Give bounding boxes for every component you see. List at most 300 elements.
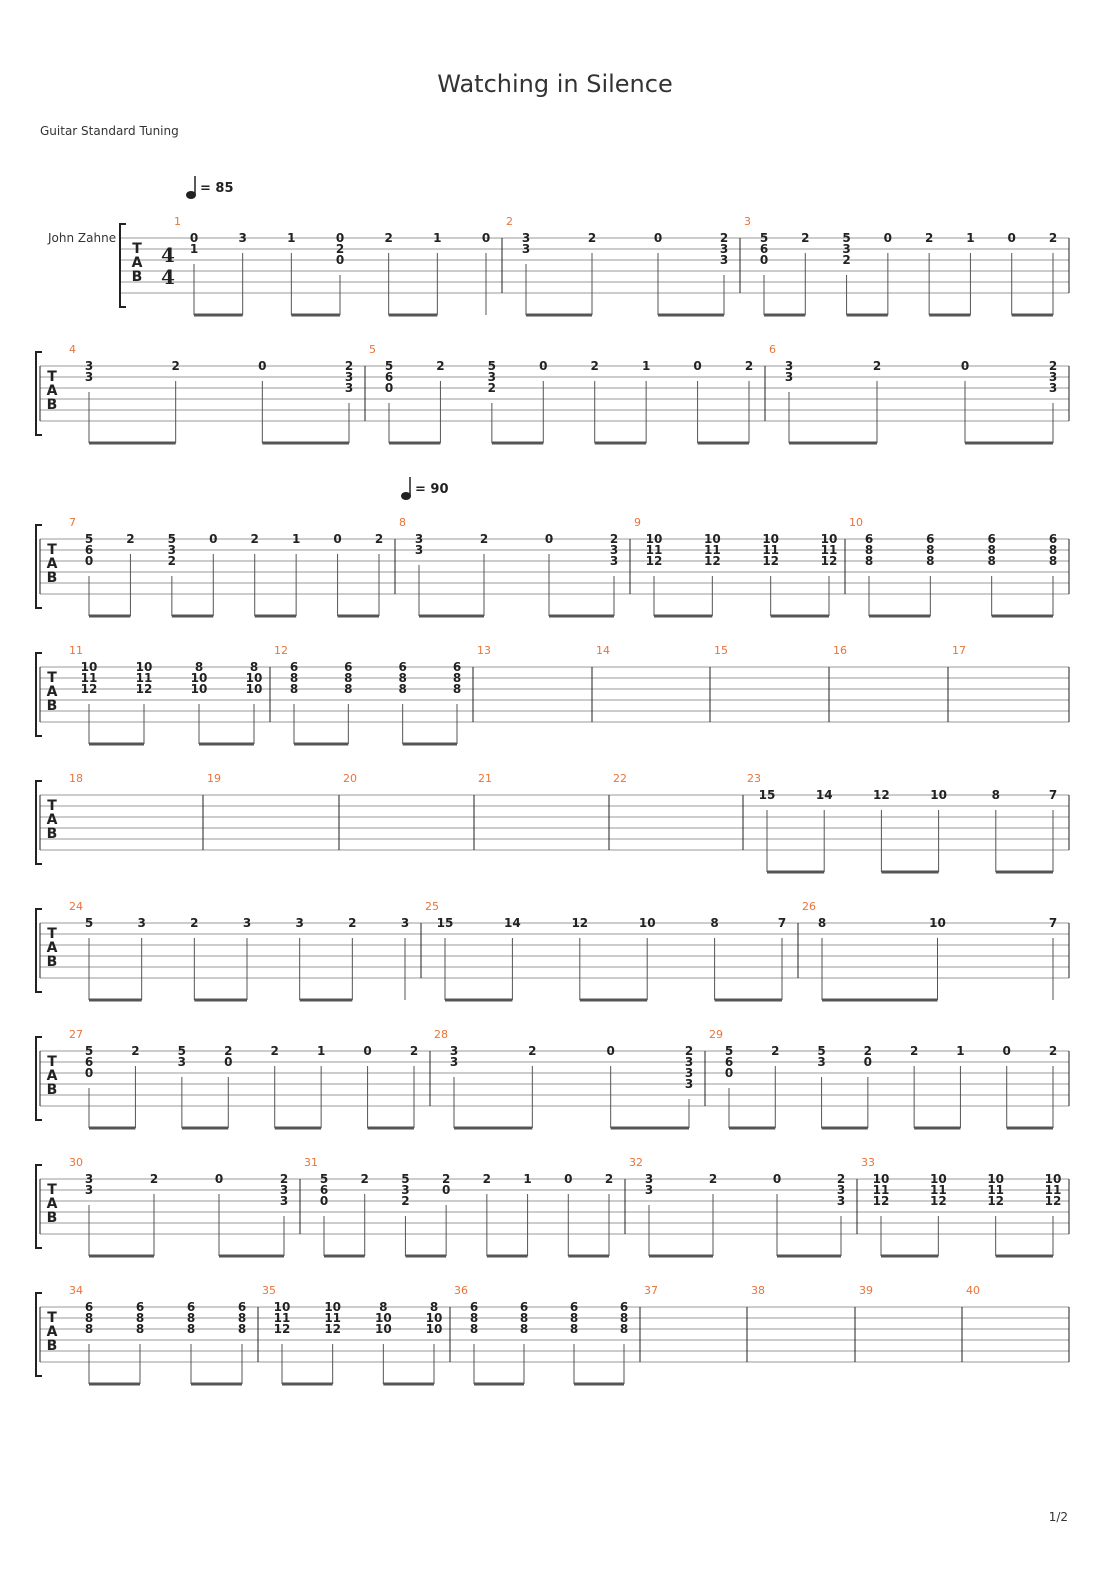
- fret-number: 3: [238, 231, 247, 245]
- measure-number: 21: [478, 772, 492, 785]
- fret-number: 5: [167, 532, 177, 546]
- fret-number: 2: [409, 1044, 419, 1058]
- fret-number: 0: [84, 554, 94, 568]
- system-bracket: [36, 909, 42, 992]
- fret-number: 10: [245, 682, 263, 696]
- fret-number: 2: [609, 532, 619, 546]
- fret-number: 10: [190, 671, 208, 685]
- instrument-name: John Zahne: [48, 231, 117, 245]
- tab-clef-letter: A: [46, 940, 58, 956]
- fret-number: 6: [619, 1300, 629, 1314]
- fret-number: 6: [569, 1300, 579, 1314]
- fret-number: 3: [242, 916, 252, 930]
- fret-number: 8: [1048, 554, 1058, 568]
- fret-number: 2: [487, 381, 497, 395]
- fret-number: 0: [544, 532, 554, 546]
- tab-clef-letter: B: [46, 954, 58, 970]
- tab-clef-letter: T: [47, 1054, 57, 1070]
- tab-clef-letter: B: [131, 269, 143, 285]
- measure-number: 32: [629, 1156, 643, 1169]
- fret-number: 11: [703, 543, 721, 557]
- fret-number: 8: [519, 1322, 529, 1336]
- fret-number: 10: [703, 532, 721, 546]
- fret-number: 10: [929, 916, 946, 930]
- fret-number: 3: [414, 532, 424, 546]
- fret-number: 0: [772, 1172, 782, 1186]
- fret-number: 2: [441, 1172, 451, 1186]
- fret-number: 6: [724, 1055, 734, 1069]
- fret-number: 11: [80, 671, 98, 685]
- fret-number: 0: [564, 1172, 573, 1186]
- fret-number: 8: [398, 671, 407, 685]
- fret-number: 5: [842, 231, 851, 245]
- fret-number: 0: [693, 359, 702, 373]
- fret-number: 15: [758, 788, 776, 802]
- fret-number: 6: [864, 532, 874, 546]
- tab-clef-letter: T: [47, 1182, 57, 1198]
- tempo-marking: = 90: [415, 482, 449, 497]
- fret-number: 3: [400, 916, 410, 930]
- fret-number: 5: [84, 1044, 94, 1058]
- fret-number: 5: [724, 1044, 734, 1058]
- tab-clef-letter: A: [46, 383, 58, 399]
- fret-number: 2: [374, 532, 384, 546]
- fret-number: 1: [433, 231, 442, 245]
- system-bracket: [36, 1293, 42, 1376]
- fret-number: 2: [744, 359, 754, 373]
- fret-number: 3: [414, 543, 424, 557]
- fret-number: 2: [171, 359, 180, 373]
- fret-number: 6: [398, 660, 407, 674]
- system-bracket: [36, 525, 42, 608]
- fret-number: 2: [924, 231, 934, 245]
- measure-number: 17: [952, 644, 966, 657]
- fret-number: 12: [1044, 1194, 1062, 1208]
- fret-number: 0: [363, 1044, 372, 1058]
- fret-number: 5: [84, 532, 94, 546]
- fret-number: 8: [619, 1322, 629, 1336]
- fret-number: 0: [319, 1194, 329, 1208]
- fret-number: 3: [1048, 381, 1058, 395]
- fret-number: 8: [926, 554, 935, 568]
- fret-number: 8: [569, 1322, 579, 1336]
- fret-number: 2: [719, 231, 729, 245]
- fret-number: 2: [436, 359, 445, 373]
- measure-number: 10: [849, 516, 863, 529]
- fret-number: 12: [80, 682, 98, 696]
- fret-number: 3: [487, 370, 497, 384]
- fret-number: 6: [452, 660, 462, 674]
- fret-number: 2: [872, 359, 882, 373]
- measure-number: 27: [69, 1028, 83, 1041]
- fret-number: 11: [820, 543, 838, 557]
- tab-clef-letter: B: [46, 570, 58, 586]
- fret-number: 8: [429, 1300, 439, 1314]
- fret-number: 8: [398, 682, 407, 696]
- fret-number: 8: [452, 682, 462, 696]
- measure-number: 5: [369, 343, 376, 356]
- fret-number: 6: [84, 1300, 94, 1314]
- system-bracket: [120, 224, 126, 307]
- fret-number: 3: [817, 1055, 826, 1069]
- fret-number: 10: [190, 682, 208, 696]
- measure-number: 37: [644, 1284, 658, 1297]
- fret-number: 6: [926, 532, 935, 546]
- fret-number: 3: [401, 1183, 410, 1197]
- fret-number: 3: [84, 359, 94, 373]
- fret-number: 6: [519, 1300, 529, 1314]
- fret-number: 11: [1044, 1183, 1062, 1197]
- fret-number: 11: [324, 1311, 342, 1325]
- fret-number: 8: [289, 682, 299, 696]
- fret-number: 14: [815, 788, 833, 802]
- fret-number: 2: [836, 1172, 846, 1186]
- fret-number: 12: [987, 1194, 1005, 1208]
- fret-number: 6: [384, 370, 394, 384]
- system-bracket: [36, 352, 42, 435]
- fret-number: 6: [987, 532, 996, 546]
- fret-number: 3: [1048, 370, 1058, 384]
- fret-number: 1: [291, 532, 301, 546]
- fret-number: 2: [149, 1172, 159, 1186]
- fret-number: 3: [609, 554, 619, 568]
- tab-clef-letter: B: [46, 698, 58, 714]
- fret-number: 2: [482, 1172, 492, 1186]
- fret-number: 3: [344, 370, 354, 384]
- fret-number: 8: [991, 788, 1000, 802]
- fret-number: 6: [344, 660, 353, 674]
- fret-number: 0: [335, 253, 345, 267]
- fret-number: 12: [873, 788, 890, 802]
- fret-number: 5: [817, 1044, 826, 1058]
- measure-number: 4: [69, 343, 76, 356]
- fret-number: 3: [719, 253, 729, 267]
- measure-number: 11: [69, 644, 83, 657]
- fret-number: 10: [638, 916, 656, 930]
- fret-number: 0: [759, 253, 769, 267]
- fret-number: 8: [237, 1322, 247, 1336]
- measure-number: 24: [69, 900, 83, 913]
- tab-clef-letter: A: [46, 812, 58, 828]
- fret-number: 0: [539, 359, 548, 373]
- fret-number: 11: [273, 1311, 291, 1325]
- tab-clef-letter: A: [46, 1324, 58, 1340]
- fret-number: 0: [653, 231, 663, 245]
- fret-number: 0: [333, 532, 342, 546]
- fret-number: 10: [324, 1300, 342, 1314]
- score-title: Watching in Silence: [437, 70, 673, 98]
- tab-clef-letter: T: [47, 542, 57, 558]
- measure-number: 1: [174, 215, 181, 228]
- fret-number: 2: [479, 532, 489, 546]
- fret-number: 3: [279, 1194, 289, 1208]
- fret-number: 8: [926, 543, 935, 557]
- fret-number: 10: [645, 532, 663, 546]
- fret-number: 7: [1048, 788, 1058, 802]
- page-number: 1/2: [1048, 1510, 1068, 1524]
- fret-number: 3: [521, 231, 531, 245]
- fret-number: 8: [1048, 543, 1058, 557]
- fret-number: 6: [289, 660, 299, 674]
- fret-number: 2: [344, 359, 354, 373]
- fret-number: 6: [237, 1300, 247, 1314]
- fret-number: 6: [186, 1300, 196, 1314]
- fret-number: 10: [820, 532, 838, 546]
- tab-clef-letter: A: [131, 255, 143, 271]
- fret-number: 2: [842, 253, 851, 267]
- fret-number: 1: [316, 1044, 326, 1058]
- fret-number: 6: [135, 1300, 145, 1314]
- fret-number: 1: [189, 242, 199, 256]
- fret-number: 2: [801, 231, 810, 245]
- fret-number: 3: [684, 1055, 694, 1069]
- fret-number: 11: [987, 1183, 1005, 1197]
- measure-number: 20: [343, 772, 357, 785]
- fret-number: 3: [836, 1183, 846, 1197]
- fret-number: 2: [909, 1044, 919, 1058]
- fret-number: 12: [872, 1194, 890, 1208]
- measure-number: 12: [274, 644, 288, 657]
- measure-number: 18: [69, 772, 83, 785]
- fret-number: 3: [521, 242, 531, 256]
- measure-number: 2: [506, 215, 513, 228]
- fret-number: 2: [190, 916, 199, 930]
- measure-number: 34: [69, 1284, 83, 1297]
- tab-clef-letter: B: [46, 397, 58, 413]
- time-signature-top: 4: [161, 243, 175, 267]
- fret-number: 8: [469, 1322, 479, 1336]
- fret-number: 6: [469, 1300, 479, 1314]
- fret-number: 6: [319, 1183, 329, 1197]
- fret-number: 3: [84, 1183, 94, 1197]
- measure-number: 6: [769, 343, 776, 356]
- fret-number: 8: [289, 671, 299, 685]
- fret-number: 8: [987, 554, 996, 568]
- measure-number: 7: [69, 516, 76, 529]
- tab-clef-letter: B: [46, 1082, 58, 1098]
- fret-number: 0: [84, 1066, 94, 1080]
- tab-clef-letter: T: [132, 241, 142, 257]
- fret-number: 3: [84, 1172, 94, 1186]
- measure-number: 40: [966, 1284, 980, 1297]
- fret-number: 2: [348, 916, 357, 930]
- fret-number: 2: [771, 1044, 780, 1058]
- fret-number: 2: [250, 532, 259, 546]
- fret-number: 12: [762, 554, 780, 568]
- measure-number: 22: [613, 772, 627, 785]
- fret-number: 2: [360, 1172, 369, 1186]
- fret-number: 10: [245, 671, 263, 685]
- tab-clef-letter: B: [46, 1338, 58, 1354]
- measure-number: 16: [833, 644, 847, 657]
- system-bracket: [36, 1165, 42, 1248]
- fret-number: 0: [883, 231, 893, 245]
- system-bracket: [36, 781, 42, 864]
- fret-number: 2: [1048, 231, 1058, 245]
- fret-number: 0: [606, 1044, 615, 1058]
- fret-number: 8: [987, 543, 996, 557]
- fret-number: 10: [425, 1322, 443, 1336]
- fret-number: 1: [287, 231, 296, 245]
- fret-number: 3: [279, 1183, 289, 1197]
- system-bracket: [36, 1037, 42, 1120]
- fret-number: 0: [960, 359, 970, 373]
- fret-number: 8: [710, 916, 719, 930]
- fret-number: 7: [1048, 916, 1058, 930]
- fret-number: 11: [929, 1183, 947, 1197]
- fret-number: 10: [80, 660, 98, 674]
- fret-number: 8: [452, 671, 462, 685]
- fret-number: 0: [1007, 231, 1016, 245]
- tab-clef-letter: T: [47, 369, 57, 385]
- time-signature-bottom: 4: [161, 265, 175, 289]
- fret-number: 0: [189, 231, 199, 245]
- fret-number: 10: [135, 660, 153, 674]
- fret-number: 0: [335, 231, 345, 245]
- fret-number: 1: [966, 231, 975, 245]
- tab-clef-letter: A: [46, 684, 58, 700]
- fret-number: 2: [684, 1044, 694, 1058]
- fret-number: 5: [319, 1172, 329, 1186]
- measure-number: 26: [802, 900, 816, 913]
- fret-number: 8: [344, 682, 353, 696]
- fret-number: 12: [324, 1322, 342, 1336]
- fret-number: 2: [335, 242, 345, 256]
- measure-number: 39: [859, 1284, 873, 1297]
- fret-number: 2: [126, 532, 135, 546]
- fret-number: 10: [273, 1300, 291, 1314]
- fret-number: 3: [344, 381, 354, 395]
- fret-number: 8: [379, 1300, 388, 1314]
- fret-number: 11: [762, 543, 780, 557]
- fret-number: 3: [719, 242, 729, 256]
- fret-number: 5: [487, 359, 497, 373]
- measure-number: 33: [861, 1156, 875, 1169]
- fret-number: 2: [401, 1194, 410, 1208]
- fret-number: 6: [84, 543, 94, 557]
- fret-number: 3: [137, 916, 146, 930]
- fret-number: 2: [279, 1172, 289, 1186]
- fret-number: 8: [237, 1311, 247, 1325]
- fret-number: 0: [481, 231, 491, 245]
- fret-number: 8: [469, 1311, 479, 1325]
- fret-number: 12: [273, 1322, 291, 1336]
- fret-number: 6: [84, 1055, 94, 1069]
- fret-number: 12: [135, 682, 153, 696]
- fret-number: 10: [425, 1311, 443, 1325]
- fret-number: 3: [449, 1044, 459, 1058]
- fret-number: 3: [684, 1077, 694, 1091]
- tempo-marking: = 85: [200, 181, 234, 196]
- fret-number: 12: [929, 1194, 947, 1208]
- fret-number: 10: [872, 1172, 890, 1186]
- tab-clef-letter: A: [46, 556, 58, 572]
- fret-number: 8: [84, 1322, 94, 1336]
- fret-number: 8: [135, 1311, 145, 1325]
- fret-number: 8: [619, 1311, 629, 1325]
- fret-number: 14: [504, 916, 521, 930]
- fret-number: 10: [762, 532, 780, 546]
- fret-number: 3: [842, 242, 851, 256]
- measure-number: 31: [304, 1156, 318, 1169]
- fret-number: 2: [1048, 1044, 1058, 1058]
- fret-number: 8: [864, 543, 874, 557]
- fret-number: 2: [131, 1044, 140, 1058]
- fret-number: 3: [784, 370, 794, 384]
- tab-clef-letter: B: [46, 826, 58, 842]
- fret-number: 1: [956, 1044, 965, 1058]
- measure-number: 8: [399, 516, 406, 529]
- fret-number: 0: [258, 359, 267, 373]
- measure-number: 25: [425, 900, 439, 913]
- measure-number: 28: [434, 1028, 448, 1041]
- fret-number: 5: [84, 916, 94, 930]
- fret-number: 3: [644, 1183, 654, 1197]
- fret-number: 2: [167, 554, 177, 568]
- fret-number: 5: [759, 231, 769, 245]
- fret-number: 2: [224, 1044, 233, 1058]
- fret-number: 2: [1048, 359, 1058, 373]
- measure-number: 38: [751, 1284, 765, 1297]
- measure-number: 30: [69, 1156, 83, 1169]
- measure-number: 14: [596, 644, 610, 657]
- fret-number: 3: [177, 1055, 187, 1069]
- fret-number: 2: [863, 1044, 873, 1058]
- measure-number: 23: [747, 772, 761, 785]
- fret-number: 8: [817, 916, 827, 930]
- tab-clef-letter: T: [47, 670, 57, 686]
- fret-number: 8: [344, 671, 353, 685]
- fret-number: 2: [604, 1172, 614, 1186]
- fret-number: 3: [167, 543, 177, 557]
- fret-number: 5: [384, 359, 394, 373]
- fret-number: 0: [209, 532, 218, 546]
- measure-number: 29: [709, 1028, 723, 1041]
- fret-number: 0: [441, 1183, 451, 1197]
- fret-number: 0: [384, 381, 394, 395]
- fret-number: 2: [270, 1044, 279, 1058]
- fret-number: 10: [987, 1172, 1005, 1186]
- tab-clef-letter: T: [47, 798, 57, 814]
- fret-number: 1: [641, 359, 651, 373]
- measure-number: 13: [477, 644, 491, 657]
- fret-number: 5: [401, 1172, 410, 1186]
- fret-number: 8: [186, 1322, 196, 1336]
- fret-number: 8: [569, 1311, 579, 1325]
- measure-number: 19: [207, 772, 221, 785]
- fret-number: 8: [249, 660, 259, 674]
- fret-number: 8: [864, 554, 874, 568]
- system-bracket: [36, 653, 42, 736]
- fret-number: 12: [703, 554, 721, 568]
- measure-number: 9: [634, 516, 641, 529]
- fret-number: 6: [1048, 532, 1058, 546]
- fret-number: 11: [135, 671, 153, 685]
- tab-clef-letter: A: [46, 1196, 58, 1212]
- fret-number: 3: [449, 1055, 459, 1069]
- measure-number: 3: [744, 215, 751, 228]
- fret-number: 11: [645, 543, 663, 557]
- fret-number: 8: [186, 1311, 196, 1325]
- fret-number: 3: [609, 543, 619, 557]
- fret-number: 8: [84, 1311, 94, 1325]
- fret-number: 8: [135, 1322, 145, 1336]
- fret-number: 10: [374, 1322, 392, 1336]
- fret-number: 0: [224, 1055, 233, 1069]
- fret-number: 12: [645, 554, 663, 568]
- fret-number: 2: [528, 1044, 537, 1058]
- fret-number: 15: [436, 916, 454, 930]
